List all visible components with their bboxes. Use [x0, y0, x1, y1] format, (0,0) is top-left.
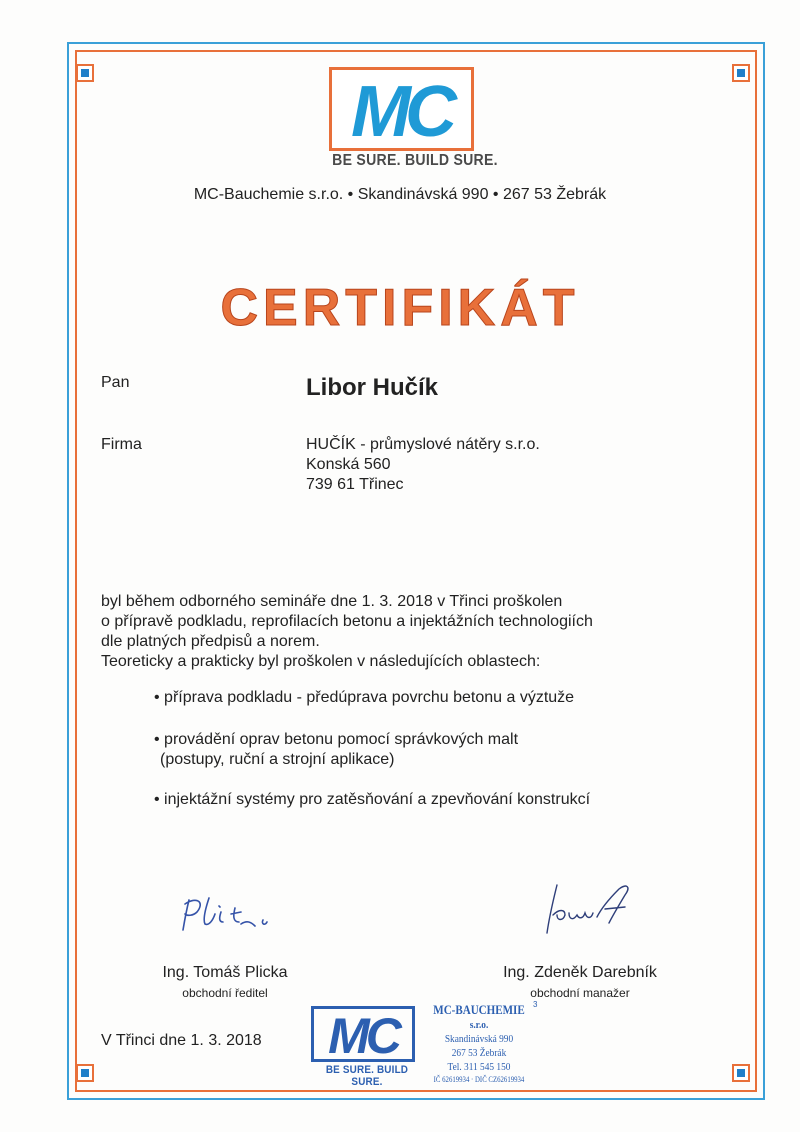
svg-text:MC: MC	[351, 72, 451, 148]
signature-darebnik	[535, 875, 645, 945]
mc-logo	[329, 67, 474, 151]
bullet-item-continuation: (postupy, ruční a strojní aplikace)	[160, 751, 395, 768]
certificate-title: CERTIFIKÁT	[220, 279, 580, 337]
mc-logo-icon	[332, 70, 471, 148]
bullet-item: • provádění oprav betonu pomocí správkových malt	[154, 731, 519, 748]
stamp-tagline: BE SURE. BUILD SURE.	[325, 1064, 409, 1088]
firm-name: HUČÍK - průmyslové nátěry s.r.o.	[306, 436, 540, 453]
firm-street: Konská 560	[306, 456, 391, 473]
body-line: Teoreticky a prakticky byl proškolen v následujících oblastech:	[101, 653, 541, 670]
firm-label: Firma	[101, 436, 142, 453]
company-address: MC-Bauchemie s.r.o. • Skandinávská 990 • 267 53 Žebrák	[193, 186, 607, 203]
signatory-role: obchodní manažer	[530, 986, 630, 1000]
signatory-role: obchodní ředitel	[182, 986, 268, 1000]
signatory-name: Ing. Zdeněk Darebník	[503, 964, 657, 981]
bullet-item: • injektážní systémy pro zatěsňování a zpevňování konstrukcí	[154, 791, 591, 808]
stamp-company: MC-BAUCHEMIE	[433, 1002, 525, 1017]
signature-plicka	[175, 890, 285, 940]
stamp-number: 3	[533, 1000, 538, 1009]
stamp-city: 267 53 Žebrák	[451, 1047, 507, 1059]
body-line: dle platných předpisů a norem.	[101, 633, 320, 650]
corner-ornament-bottom-right	[732, 1064, 750, 1082]
stamp-ids: IČ 62619934 · DIČ CZ62619934	[433, 1075, 525, 1084]
stamp-legal: s.r.o.	[469, 1019, 489, 1031]
stamp-logo	[311, 1006, 415, 1062]
stamp-phone: Tel. 311 545 150	[447, 1061, 511, 1073]
recipient-name: Libor Hučík	[306, 374, 439, 401]
logo-tagline: BE SURE. BUILD SURE.	[332, 152, 498, 169]
svg-text:MC: MC	[328, 1009, 398, 1059]
corner-ornament-bottom-left	[76, 1064, 94, 1082]
place-date: V Třinci dne 1. 3. 2018	[101, 1032, 262, 1049]
firm-city: 739 61 Třinec	[306, 476, 404, 493]
company-stamp	[424, 1002, 534, 1085]
corner-ornament-top-left	[76, 64, 94, 82]
recipient-label: Pan	[101, 374, 130, 391]
body-line: o přípravě podkladu, reprofilacích betonu a injektážních technologiích	[101, 613, 593, 630]
corner-ornament-top-right	[732, 64, 750, 82]
stamp-logo-icon	[314, 1009, 412, 1059]
signatory-name: Ing. Tomáš Plicka	[162, 964, 288, 981]
certificate-body	[101, 592, 661, 672]
bullet-item: • příprava podkladu - předúprava povrchu betonu a výztuže	[154, 689, 575, 706]
stamp-street: Skandinávská 990	[444, 1033, 514, 1045]
body-line: byl během odborného semináře dne 1. 3. 2018 v Třinci proškolen	[101, 593, 563, 610]
